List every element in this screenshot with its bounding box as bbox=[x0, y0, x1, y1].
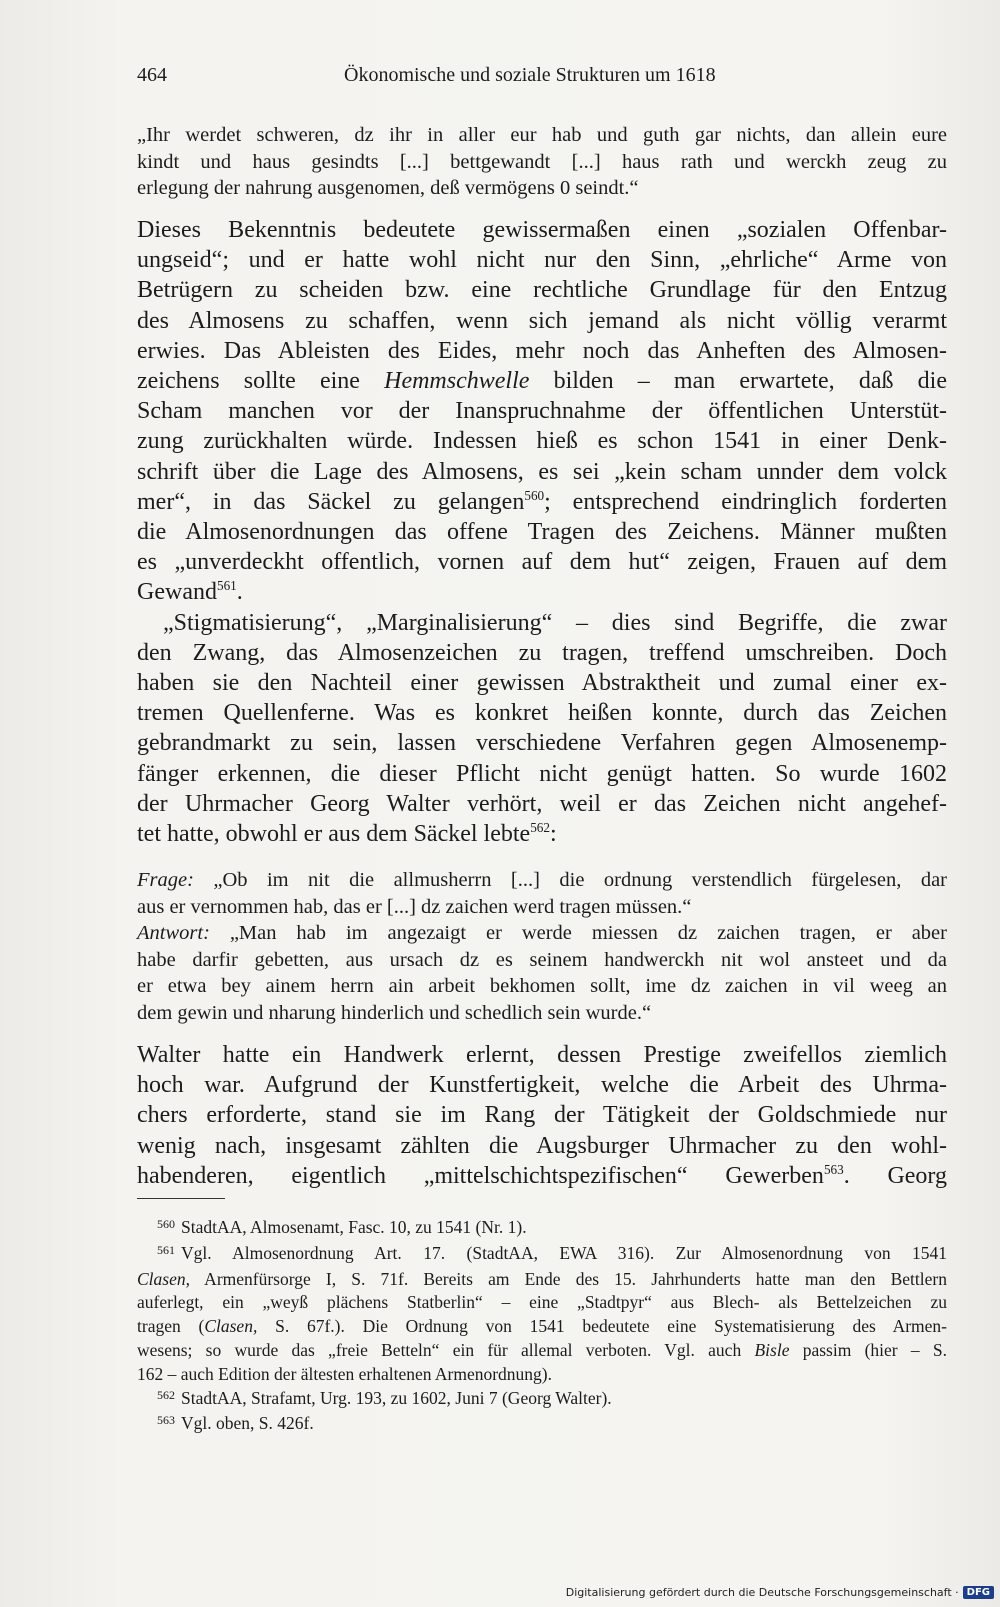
text-line: gebrandmarkt zu sein, lassen verschiedene Verfahren gegen Almosenemp- bbox=[137, 730, 947, 757]
text-run: : bbox=[549, 821, 557, 848]
running-title: Ökonomische und soziale Strukturen um 1618 bbox=[344, 64, 716, 86]
footnote-562 bbox=[137, 1387, 947, 1413]
text-line: tremen Quellenferne. Was es konkret heißen konnte, durch das Zeichen bbox=[137, 700, 947, 727]
speaker-label: Frage: bbox=[137, 869, 194, 891]
text-line bbox=[137, 920, 947, 947]
paragraph-3 bbox=[137, 1040, 947, 1191]
footnote-text: StadtAA, Strafamt, Urg. 193, zu 1602, Juni 7 (Georg Walter). bbox=[181, 1387, 612, 1408]
footnote-560 bbox=[137, 1216, 947, 1242]
footnote-ref[interactable]: 562 bbox=[530, 819, 550, 835]
footnote-563 bbox=[137, 1412, 947, 1438]
footnote-text: Vgl. oben, S. 426f. bbox=[181, 1413, 314, 1434]
text-line bbox=[137, 487, 947, 517]
text-line: haben sie den Nachteil einer gewissen Abstraktheit und zumal einer ex- bbox=[137, 670, 947, 697]
text-line: 162 – auch Edition der ältesten erhaltenen Armenordnung). bbox=[137, 1363, 553, 1384]
text-run: . Georg bbox=[843, 1162, 947, 1189]
text-line: kindt und haus gesindts [...] bettgewandt [...] haus rath und werckh zeug zu bbox=[137, 150, 947, 173]
emphasis: Bisle bbox=[754, 1339, 790, 1360]
footnote-number: 562 bbox=[157, 1387, 175, 1402]
text-line: es „unverdeckht offentlich, vornen auf dem hut“ zeigen, Frauen auf dem bbox=[137, 549, 947, 576]
text-run: „Ob im nit die allmusherrn [...] die ordnung verstendlich fürgelesen, dar bbox=[193, 869, 947, 891]
text-line bbox=[137, 1242, 947, 1268]
text-line: Walter hatte ein Handwerk erlernt, dessen Prestige zweifellos ziemlich bbox=[137, 1042, 947, 1068]
text-line bbox=[137, 1387, 947, 1413]
footnote-text: StadtAA, Almosenamt, Fasc. 10, zu 1541 (Nr. 1). bbox=[181, 1217, 527, 1237]
text-line: habe darfir gebetten, aus ursach dz es seinem handwerckh nit wol ansteet und da bbox=[137, 948, 947, 971]
text-line bbox=[137, 819, 947, 849]
text-line: schrift über die Lage des Almosens, es sei „kein scham unnder dem volck bbox=[137, 458, 947, 485]
emphasis: Clasen, bbox=[137, 1268, 190, 1289]
text-line: hoch war. Aufgrund der Kunstfertigkeit, welche die Arbeit des Uhrma- bbox=[137, 1072, 947, 1099]
dfg-logo[interactable]: DFG bbox=[963, 1586, 994, 1599]
footnote-text: S. 67f.). Die Ordnung von 1541 bedeutete eine Systematisierung des Armen- bbox=[257, 1316, 947, 1337]
footnote-ref[interactable]: 561 bbox=[216, 578, 237, 594]
text-line: er etwa bey ainem herrn ain arbeit bekhomen sollt, ime dz zaichen in vil weeg an bbox=[137, 975, 947, 997]
text-line: dem gewin und nharung hinderlich und schedlich sein wurde.“ bbox=[137, 1001, 652, 1024]
text-run: zeichens sollte eine bbox=[137, 368, 385, 395]
text-line: fänger erkennen, die dieser Pflicht nicht genügt hatten. So wurde 1602 bbox=[137, 760, 947, 787]
text-line bbox=[137, 867, 947, 894]
text-line: „Ihr werdet schweren, dz ihr in aller eur hab und guth gar nichts, dan allein eure bbox=[137, 124, 947, 146]
text-line: erwies. Das Ableisten des Eides, mehr noch das Anheften des Almosen- bbox=[137, 337, 947, 364]
emphasis: Hemmschwelle bbox=[384, 368, 530, 395]
footnote-number: 561 bbox=[157, 1242, 175, 1257]
footnote-divider bbox=[137, 1198, 225, 1199]
text-run: ; entsprechend eindringlich forderten bbox=[544, 488, 947, 515]
text-run: mer“, in das Säckel zu gelangen bbox=[137, 488, 525, 515]
text-line: „Stigmatisierung“, „Marginalisierung“ – dies sind Begriffe, die zwar bbox=[163, 609, 947, 636]
text-line bbox=[137, 1339, 947, 1363]
text-line bbox=[137, 1315, 947, 1339]
footnote-number: 563 bbox=[157, 1413, 175, 1428]
page-number: 464 bbox=[137, 64, 167, 86]
dfg-credit-text: Digitalisierung gefördert durch die Deutsche Forschungsgemeinschaft · bbox=[565, 1585, 959, 1599]
footnote-number: 560 bbox=[157, 1217, 175, 1231]
footnote-text: wesens; so wurde das „freie Betteln“ ein für allemal verboten. Vgl. auch bbox=[137, 1339, 755, 1360]
text-line: des Almosens zu schaffen, wenn sich jemand als nicht völlig verarmt bbox=[137, 307, 947, 334]
text-line: ungseid“; und er hatte wohl nicht nur den Sinn, „ehrliche“ Arme von bbox=[137, 247, 947, 274]
text-line: auferlegt, ein „weyß plächens Statberlin“ – eine „Stadtpyr“ aus Blech- als Bettelzeichen zu bbox=[137, 1292, 947, 1313]
footnote-text: Vgl. Almosenordnung Art. 17. (StadtAA, EWA 316). Zur Almosenordnung von 1541 bbox=[181, 1242, 947, 1263]
footnote-text: tragen ( bbox=[137, 1316, 205, 1337]
text-line: der Uhrmacher Georg Walter verhört, weil er das Zeichen nicht angehef- bbox=[137, 790, 947, 817]
text-run: habenderen, eigentlich „mittelschichtspezifischen“ Gewerben bbox=[137, 1162, 824, 1189]
quote-interrogation bbox=[137, 867, 947, 1026]
text-line: Dieses Bekenntnis bedeutete gewissermaßen einen „sozialen Offenbar- bbox=[137, 217, 947, 243]
text-line bbox=[137, 1268, 947, 1292]
text-line: aus er vernommen hab, das er [...] dz zaichen werd tragen müssen.“ bbox=[137, 895, 692, 918]
footnote-561 bbox=[137, 1242, 947, 1387]
text-line bbox=[137, 577, 947, 607]
text-run: bilden – man erwartete, daß die bbox=[529, 368, 947, 395]
dfg-credit bbox=[566, 1583, 994, 1601]
speaker-label: Antwort: bbox=[137, 922, 210, 944]
footnote-text: passim (hier – S. bbox=[789, 1339, 947, 1360]
text-line: erlegung der nahrung ausgenomen, deß vermögens 0 seindt.“ bbox=[137, 177, 639, 199]
text-line: zung zurückhalten würde. Indessen hieß es schon 1541 in einer Denk- bbox=[137, 428, 947, 455]
text-line bbox=[137, 366, 947, 396]
text-line bbox=[137, 1216, 947, 1242]
text-line: Betrügern zu scheiden bzw. eine rechtliche Grundlage für den Entzug bbox=[137, 277, 947, 304]
text-line bbox=[137, 1412, 947, 1438]
text-line: chers erforderte, stand sie im Rang der Tätigkeit der Goldschmiede nur bbox=[137, 1102, 947, 1129]
text-run: Gewand bbox=[137, 579, 217, 606]
quote-oath bbox=[137, 122, 947, 202]
footnotes bbox=[137, 1216, 947, 1438]
paragraph-1 bbox=[137, 215, 947, 849]
text-run: tet hatte, obwohl er aus dem Säckel lebte bbox=[137, 821, 531, 848]
text-line: den Zwang, das Almosenzeichen zu tragen, treffend umschreiben. Doch bbox=[137, 639, 947, 666]
text-line: die Almosenordnungen das offene Tragen des Zeichens. Männer mußten bbox=[137, 519, 947, 546]
page-header bbox=[137, 64, 947, 94]
footnote-text: Armenfürsorge I, S. 71f. Bereits am Ende des 15. Jahrhunderts hatte man den Bettlern bbox=[190, 1268, 947, 1289]
emphasis: Clasen, bbox=[204, 1316, 258, 1337]
text-line bbox=[137, 1161, 947, 1191]
text-run: „Man hab im angezaigt er werde miessen dz zaichen tragen, er aber bbox=[209, 922, 947, 944]
footnote-ref[interactable]: 560 bbox=[524, 487, 545, 503]
text-line: Scham manchen vor der Inanspruchnahme der öffentlichen Unterstüt- bbox=[137, 398, 947, 425]
text-run: . bbox=[236, 579, 243, 606]
text-line: wenig nach, insgesamt zählten die Augsburger Uhrmacher zu den wohl- bbox=[137, 1132, 947, 1159]
footnote-ref[interactable]: 563 bbox=[823, 1161, 844, 1177]
